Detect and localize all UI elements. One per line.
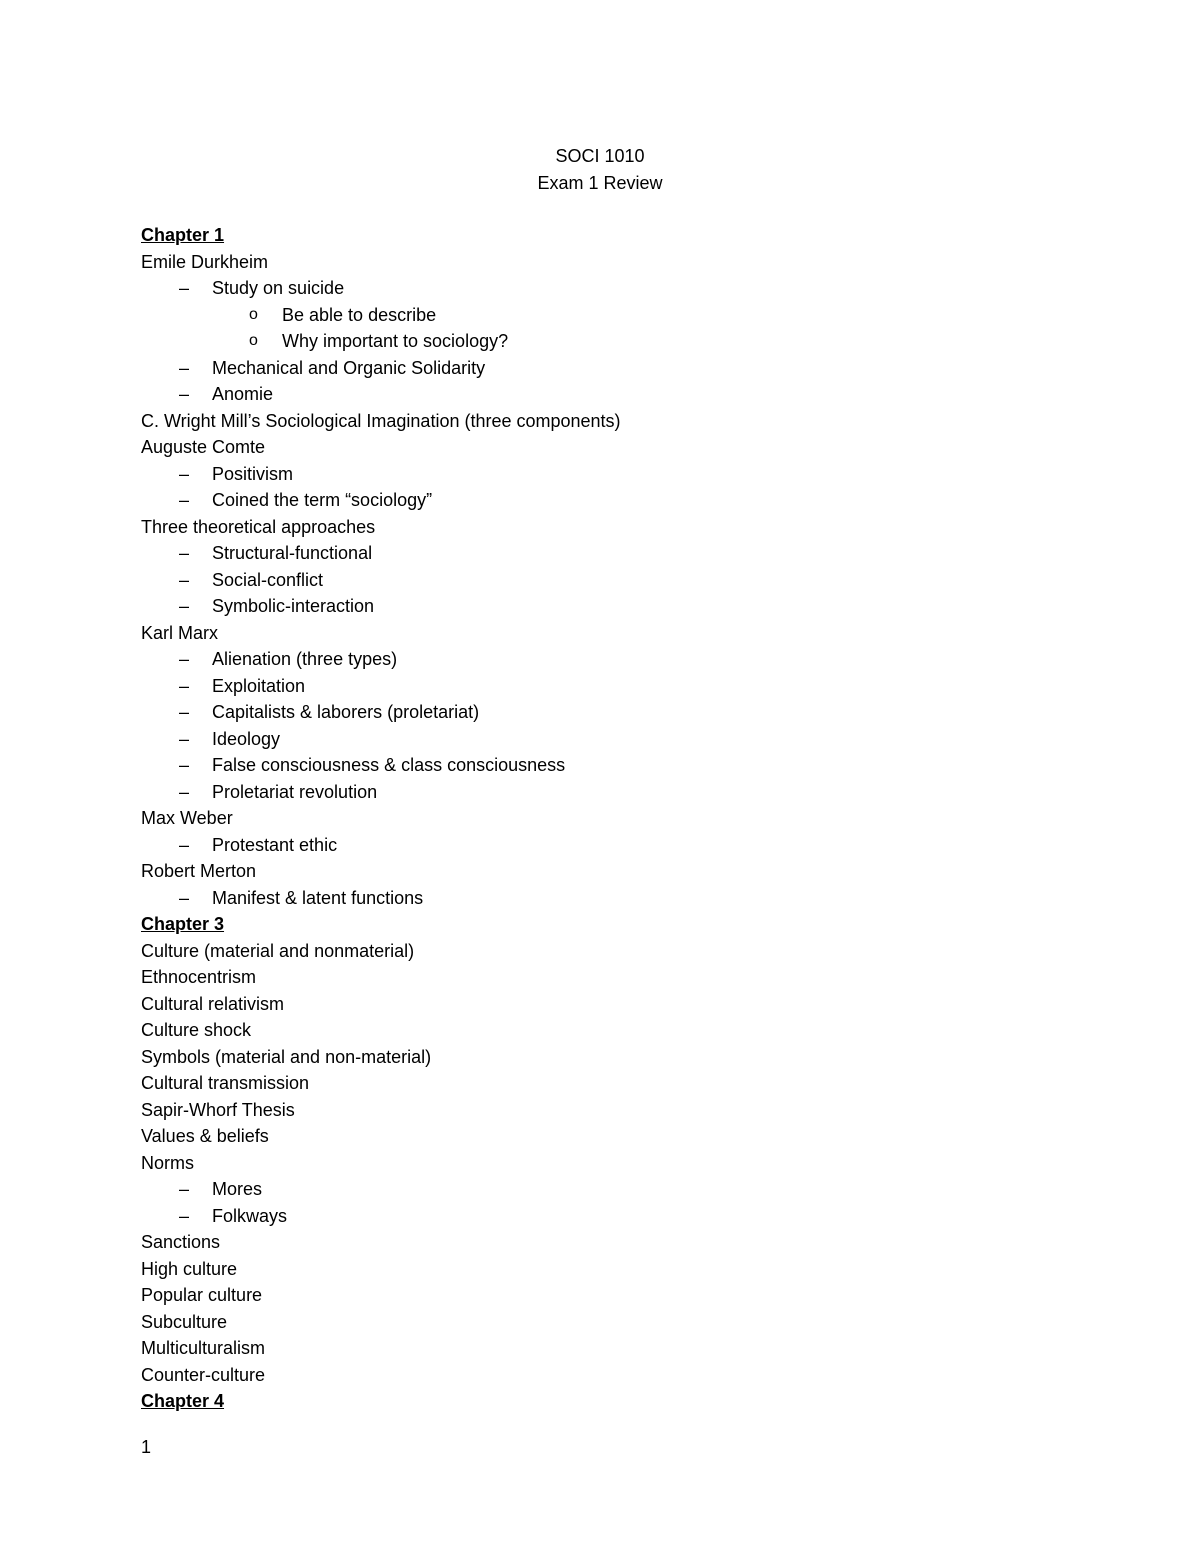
dash-bullet: – bbox=[179, 596, 190, 616]
subtopic-capitalists bbox=[141, 699, 1121, 726]
subtopic-text: Positivism bbox=[212, 463, 294, 484]
topic-subculture: Subculture bbox=[141, 1311, 228, 1332]
subtopic-coined-term bbox=[141, 487, 1121, 514]
subtopic-positivism bbox=[141, 461, 1121, 488]
dash-bullet: – bbox=[179, 702, 190, 722]
subtopic-symbolic-interaction bbox=[141, 593, 1121, 620]
subtopic-text: Protestant ethic bbox=[212, 834, 338, 855]
dash-bullet: – bbox=[179, 1205, 190, 1226]
topic-comte: Auguste Comte bbox=[141, 437, 266, 457]
dash-bullet: – bbox=[179, 675, 190, 696]
subtopic-suicide bbox=[141, 275, 1121, 302]
subtopic-text: Coined the term “sociology” bbox=[212, 490, 433, 510]
topic-merton: Robert Merton bbox=[141, 861, 257, 881]
dash-bullet: – bbox=[179, 357, 190, 378]
course-code: SOCI 1010 bbox=[555, 146, 645, 166]
subtopic-text: Capitalists & laborers (proletariat) bbox=[212, 702, 480, 722]
dash-bullet: – bbox=[179, 755, 190, 775]
topic-values-beliefs: Values & beliefs bbox=[141, 1126, 269, 1146]
topic-ethnocentrism: Ethnocentrism bbox=[141, 967, 257, 987]
chapter-3-heading: Chapter 3 bbox=[141, 914, 225, 934]
dash-bullet: – bbox=[179, 463, 190, 484]
topic-marx: Karl Marx bbox=[141, 622, 219, 643]
subtopic-alienation bbox=[141, 646, 1121, 673]
subtopic-text: Mechanical and Organic Solidarity bbox=[212, 357, 486, 378]
chapter-1-heading: Chapter 1 bbox=[141, 225, 225, 245]
dash-bullet: – bbox=[179, 278, 190, 298]
chapter-4-heading: Chapter 4 bbox=[141, 1391, 225, 1411]
topic-durkheim: Emile Durkheim bbox=[141, 251, 269, 272]
topic-sanctions: Sanctions bbox=[141, 1232, 221, 1252]
topic-culture: Culture (material and nonmaterial) bbox=[141, 940, 415, 961]
subtopic-text: Manifest & latent functions bbox=[212, 887, 424, 908]
topic-symbols: Symbols (material and non-material) bbox=[141, 1046, 432, 1067]
dash-bullet: – bbox=[179, 887, 190, 908]
topic-cultural-transmission: Cultural transmission bbox=[141, 1073, 310, 1093]
topic-multiculturalism: Multiculturalism bbox=[141, 1338, 266, 1358]
detail-describe bbox=[141, 302, 1121, 329]
subtopic-text: Study on suicide bbox=[212, 278, 345, 298]
subtopic-structural-functional bbox=[141, 540, 1121, 567]
dash-bullet: – bbox=[179, 781, 190, 802]
subtopic-ideology bbox=[141, 726, 1121, 753]
subtopic-text: False consciousness & class consciousness bbox=[212, 755, 566, 775]
detail-text: Why important to sociology? bbox=[282, 331, 509, 351]
topic-high-culture: High culture bbox=[141, 1258, 238, 1279]
topic-counter-culture: Counter-culture bbox=[141, 1364, 266, 1385]
topic-mills: C. Wright Mill’s Sociological Imagination (three components) bbox=[141, 410, 621, 431]
subtopic-text: Proletariat revolution bbox=[212, 781, 378, 802]
topic-cultural-relativism: Cultural relativism bbox=[141, 993, 285, 1014]
subtopic-consciousness bbox=[141, 752, 1121, 779]
subtopic-exploitation bbox=[141, 673, 1121, 700]
topic-norms: Norms bbox=[141, 1152, 194, 1173]
subtopic-text: Ideology bbox=[212, 728, 281, 749]
dash-bullet: – bbox=[179, 1179, 190, 1199]
dash-bullet: – bbox=[179, 728, 190, 749]
dash-bullet: – bbox=[179, 569, 190, 590]
topic-sapir-whorf: Sapir-Whorf Thesis bbox=[141, 1099, 295, 1120]
subtopic-text: Social-conflict bbox=[212, 569, 324, 590]
subtopic-text: Folkways bbox=[212, 1205, 288, 1226]
review-outline bbox=[141, 222, 1121, 1415]
circle-bullet: o bbox=[249, 305, 258, 323]
circle-bullet: o bbox=[249, 332, 258, 349]
subtopic-revolution bbox=[141, 779, 1121, 806]
subtopic-functions bbox=[141, 885, 1121, 912]
topic-theoretical-approaches: Three theoretical approaches bbox=[141, 516, 376, 537]
subtopic-text: Symbolic-interaction bbox=[212, 596, 375, 616]
dash-bullet: – bbox=[179, 543, 190, 563]
dash-bullet: – bbox=[179, 384, 190, 404]
topic-popular-culture: Popular culture bbox=[141, 1285, 263, 1305]
dash-bullet: – bbox=[179, 834, 190, 855]
subtopic-text: Mores bbox=[212, 1179, 263, 1199]
detail-text: Be able to describe bbox=[282, 304, 437, 325]
subtopic-anomie bbox=[141, 381, 1121, 408]
subtopic-protestant-ethic bbox=[141, 832, 1121, 859]
subtopic-text: Anomie bbox=[212, 384, 274, 404]
dash-bullet: – bbox=[179, 490, 190, 510]
subtopic-folkways bbox=[141, 1203, 1121, 1230]
topic-weber: Max Weber bbox=[141, 808, 233, 828]
dash-bullet: – bbox=[179, 649, 190, 669]
subtopic-text: Exploitation bbox=[212, 675, 306, 696]
subtopic-text: Alienation (three types) bbox=[212, 649, 398, 669]
subtopic-mores bbox=[141, 1176, 1121, 1203]
page-number: 1 bbox=[141, 1437, 152, 1457]
detail-importance bbox=[141, 328, 1121, 355]
document-title: Exam 1 Review bbox=[537, 173, 663, 193]
subtopic-social-conflict bbox=[141, 567, 1121, 594]
subtopic-text: Structural-functional bbox=[212, 543, 373, 563]
topic-culture-shock: Culture shock bbox=[141, 1020, 252, 1040]
subtopic-solidarity bbox=[141, 355, 1121, 382]
